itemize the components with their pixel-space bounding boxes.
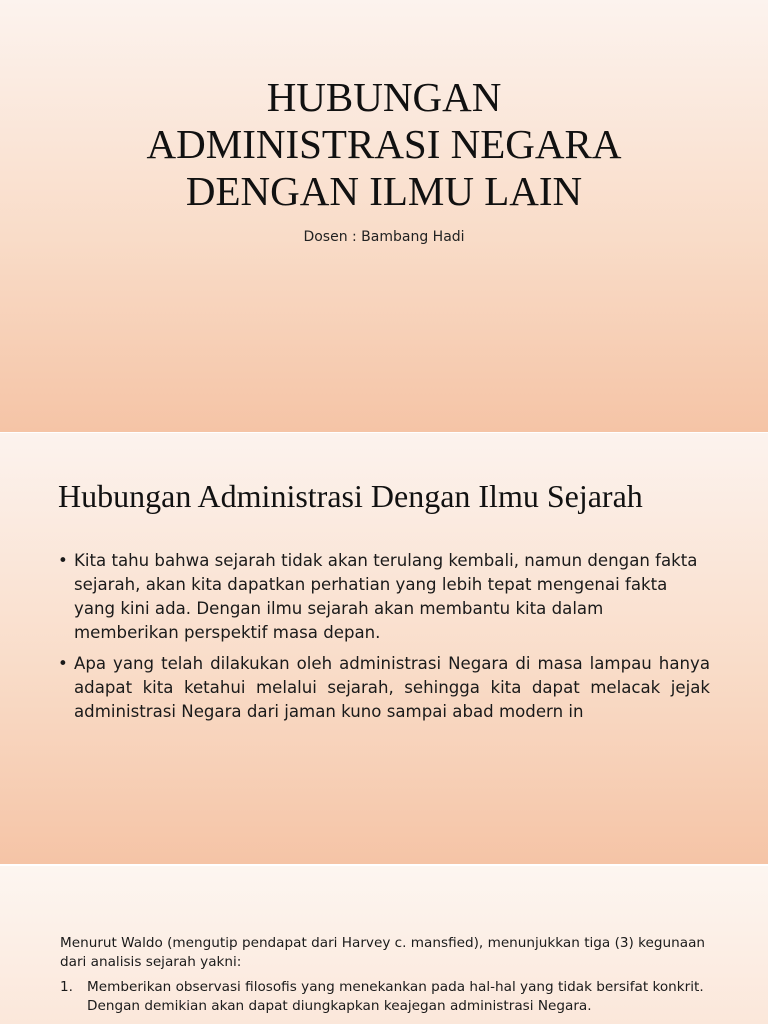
intro-paragraph: Menurut Waldo (mengutip pendapat dari Harvey c. mansfied), menunjukkan tiga (3) kegunaan dari analisis sejarah yakni: [60, 935, 706, 970]
bullet-text: Apa yang telah dilakukan oleh administrasi Negara di masa lampau hanya adapat kita ketahui melalui sejarah, sehingga kita dapat melacak jejak administrasi Negara dari jaman kuno sampai abad modern in [74, 654, 710, 721]
title-line-2: ADMINISTRASI NEGARA [146, 121, 622, 167]
bullet-item-1 [58, 549, 710, 645]
title-line-1: HUBUNGAN [266, 74, 502, 120]
item-number: 1. [60, 979, 73, 995]
slide-waldo [0, 866, 768, 1024]
item-text: Memberikan observasi filosofis yang menekankan pada hal-hal yang tidak bersifat konkrit. Dengan demikian akan dapat diungkapkan keajegan administrasi Negara. [87, 979, 704, 1014]
slide-title [0, 0, 768, 432]
numbered-item-1 [60, 978, 720, 1016]
bullet-list [58, 549, 710, 731]
bullet-dot-icon: • [58, 551, 68, 570]
bullet-text: Kita tahu bahwa sejarah tidak akan terulang kembali, namun dengan fakta sejarah, akan kita dapatkan perhatian yang lebih tepat mengenai fakta yang kini ada. Dengan ilmu sejarah akan membantu kita dalam memberikan perspektif masa depan. [74, 551, 698, 642]
slide-heading: Hubungan Administrasi Dengan Ilmu Sejarah [58, 478, 643, 514]
title-line-3: DENGAN ILMU LAIN [185, 168, 583, 214]
presentation-title [40, 74, 728, 215]
bullet-item-2 [58, 652, 710, 724]
numbered-list [60, 978, 720, 1016]
lecturer-subtitle: Dosen : Bambang Hadi [303, 229, 465, 245]
slide-history [0, 433, 768, 864]
bullet-dot-icon: • [58, 654, 68, 673]
